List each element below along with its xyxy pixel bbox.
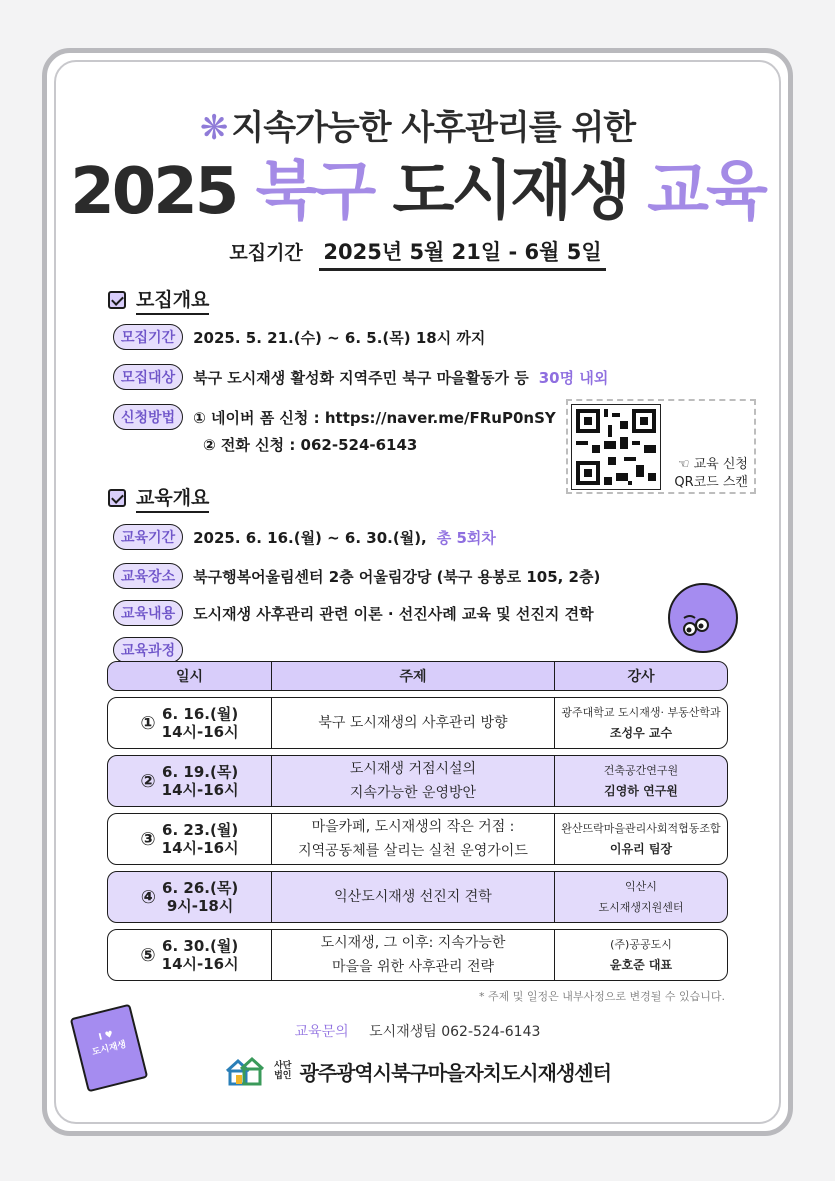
qr-code-icon (572, 405, 660, 489)
hand-pointer-icon: ☜ (677, 457, 694, 472)
schedule-table-header (107, 661, 728, 691)
naver-form-link[interactable]: ① 네이버 폼 신청 : https://naver.me/FRuP0nSY (193, 408, 556, 427)
education-content-row: 교육내용 도시재생 사후관리 관련 이론 · 선진사례 교육 및 선진지 견학 (113, 600, 594, 626)
organization-line: 사단 법인 광주광역시북구마을자치도시재생센터 (0, 1055, 835, 1087)
table-row: ② 6. 19.(목) 14시-16시 도시재생 거점시설의 지속가능한 운영방안 건축공간연구원 김영하 연구원 (107, 755, 728, 807)
recruit-heading: 모집개요 (108, 285, 209, 315)
header-date: 일시 (108, 662, 272, 690)
book-icon: I ♥ 도시재생 (70, 1004, 149, 1093)
recruit-period-banner: 모집기간 2025년 5월 21일 - 6월 5일 (0, 236, 835, 266)
education-period-row: 교육기간 2025. 6. 16.(월) ~ 6. 30.(월), 총 5회차 (113, 524, 496, 550)
checkbox-icon (108, 291, 126, 309)
poster-subtitle: ❋ 지속가능한 사후관리를 위한 (199, 108, 636, 148)
contact-line: 교육문의 도시재생팀 062-524-6143 (294, 1024, 541, 1040)
table-row: ③ 6. 23.(월) 14시-16시 마을카페, 도시재생의 작은 거점 : 지역공동체를 살리는 실천 운영가이드 완산뜨락마을관리사회적협동조합 이유리 팀장 (107, 813, 728, 865)
education-heading: 교육개요 (108, 483, 209, 513)
checkbox-icon (108, 489, 126, 507)
character-face-icon (668, 583, 738, 653)
recruit-target-row: 모집대상 북구 도시재생 활성화 지역주민 북구 마을활동가 등 30명 내외 (113, 364, 608, 390)
schedule-note: * 주제 및 일정은 내부사정으로 변경될 수 있습니다. (479, 990, 725, 1003)
header-topic: 주제 (272, 662, 555, 690)
qr-code[interactable] (571, 404, 661, 490)
education-place-row: 교육장소 북구행복어울림센터 2층 어울림강당 (북구 용봉로 105, 2층) (113, 563, 600, 589)
organization-logo-icon (224, 1055, 266, 1087)
sparkle-icon: ❋ (199, 108, 228, 148)
table-row: ④ 6. 26.(목) 9시-18시 익산도시재생 선진지 견학 익산시 도시재생지원센터 (107, 871, 728, 923)
poster-title: 2025 북구 도시재생 교육 (70, 155, 765, 229)
header-instructor: 강사 (627, 669, 655, 685)
recruit-phone-row: ② 전화 신청 : 062-524-6143 (203, 436, 418, 454)
recruit-period-row: 모집기간 2025. 5. 21.(수) ~ 6. 5.(목) 18시 까지 (113, 324, 485, 350)
education-course-row: 교육과정 (113, 637, 183, 663)
qr-caption: ☜ 교육 신청 QR코드 스캔 (674, 457, 748, 490)
table-row: ⑤ 6. 30.(월) 14시-16시 도시재생, 그 이후: 지속가능한 마을을 위한 사후관리 전략 (주)공공도시 윤호준 대표 (107, 929, 728, 981)
table-row: ① 6. 16.(월) 14시-16시 북구 도시재생의 사후관리 방향 광주대학교 도시재생· 부동산학과 조성우 교수 (107, 697, 728, 749)
recruit-method-row: 신청방법 ① 네이버 폼 신청 : https://naver.me/FRuP0nSY (113, 404, 556, 430)
